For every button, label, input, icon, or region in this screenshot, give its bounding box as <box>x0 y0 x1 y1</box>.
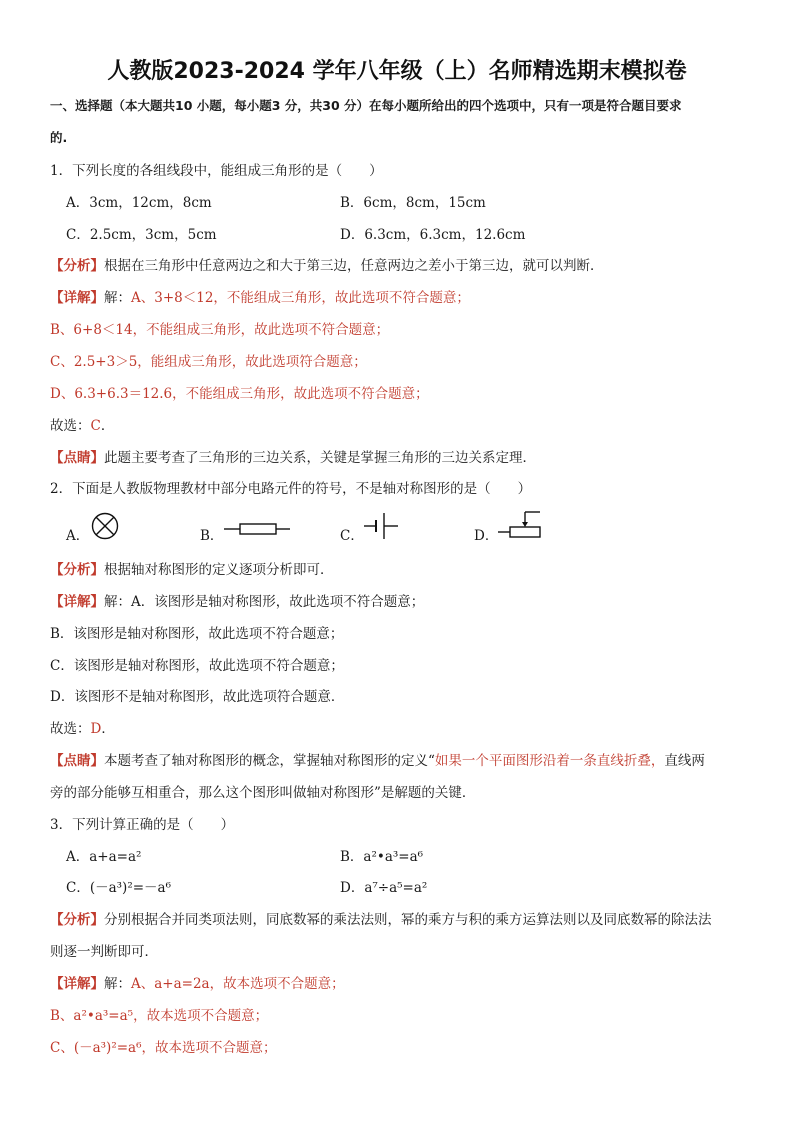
answer-value: C <box>90 418 101 434</box>
q1-stem: 1．下列长度的各组线段中，能组成三角形的是（ ） <box>50 163 383 179</box>
detail-tag: 【详解】 <box>50 976 104 992</box>
q3-detail-c: C、(－a³)²=a⁶，故本选项不合题意； <box>50 1040 277 1056</box>
detail-head: 解： <box>104 594 131 610</box>
q1-analysis <box>50 257 750 275</box>
q1-option-c: C．2.5cm，3cm，5cm <box>66 227 217 243</box>
detail-tag: 【详解】 <box>50 594 104 610</box>
comment-text: 本题考查了轴对称图形的概念，掌握轴对称图形的定义“ <box>104 753 435 769</box>
q1-option-d: D．6.3cm，6.3cm，12.6cm <box>340 227 526 243</box>
q1-detail-b: B、6+8＜14，不能组成三角形，故此选项不符合题意； <box>50 322 390 338</box>
q3-analysis-line2: 则逐一判断即可． <box>50 944 158 960</box>
q2-label-a: A． <box>66 528 90 544</box>
q2-comment-line2: 旁的部分能够互相重合，那么这个图形叫做轴对称图形”是解题的关键． <box>50 785 476 801</box>
page-title: 人教版2023-2024 学年八年级（上）名师精选期末模拟卷 <box>107 59 687 84</box>
rheostat-symbol-icon <box>498 508 546 540</box>
comment-tag: 【点睛】 <box>50 450 104 466</box>
section-heading-cont: 的. <box>50 130 68 145</box>
q3-stem: 3．下列计算正确的是（ ） <box>50 817 235 833</box>
detail-head: 解： <box>104 290 131 306</box>
q2-analysis <box>50 561 750 579</box>
q1-option-a: A．3cm，12cm，8cm <box>66 195 212 211</box>
q3-option-a: A．a+a=a² <box>66 849 142 865</box>
comment-tag: 【点睛】 <box>50 753 104 769</box>
analysis-tag: 【分析】 <box>50 258 104 274</box>
answer-end: ． <box>100 418 115 434</box>
q1-detail <box>50 289 750 307</box>
analysis-tag: 【分析】 <box>50 912 104 928</box>
detail-line: A、a+a=2a，故本选项不合题意； <box>131 976 345 992</box>
q2-label-c: C． <box>340 528 364 544</box>
q3-analysis <box>50 911 750 929</box>
analysis-text: 根据轴对称图形的定义逐项分析即可． <box>104 562 334 578</box>
analysis-tag: 【分析】 <box>50 562 104 578</box>
q2-detail-c: C．该图形是轴对称图形，故此选项不符合题意； <box>50 658 344 674</box>
q1-comment <box>50 449 750 467</box>
answer-label: 故选： <box>50 418 91 434</box>
answer-end: ． <box>101 721 115 737</box>
battery-symbol-icon <box>364 511 404 541</box>
resistor-symbol-icon <box>224 521 292 537</box>
q3-option-d: D．a⁷÷a⁵=a² <box>340 880 428 896</box>
q1-answer <box>50 417 750 435</box>
detail-head: 解： <box>104 976 131 992</box>
comment-text-cont: 直线两 <box>664 753 705 769</box>
q2-detail-b: B．该图形是轴对称图形，故此选项不符合题意； <box>50 626 344 642</box>
section-heading: 一、选择题（本大题共10 小题，每小题3 分，共30 分）在每小题所给出的四个选项中，只有一项是符合题目要求 <box>50 98 682 113</box>
q2-detail-d: D．该图形不是轴对称图形，故此选项符合题意． <box>50 689 345 705</box>
comment-text: 此题主要考查了三角形的三边关系，关键是掌握三角形的三边关系定理． <box>104 450 536 466</box>
q2-stem: 2．下面是人教版物理教材中部分电路元件的符号，不是轴对称图形的是（ ） <box>50 481 532 497</box>
q2-answer <box>50 720 750 738</box>
q1-detail-d: D、6.3+6.3＝12.6，不能组成三角形，故此选项不符合题意； <box>50 386 429 402</box>
answer-value: D <box>90 721 102 737</box>
analysis-text: 分别根据合并同类项法则，同底数幂的乘法法则，幂的乘方与积的乘方运算法则以及同底数幂的除法法 <box>104 912 712 928</box>
q2-label-d: D． <box>474 528 499 544</box>
detail-line: A、3+8＜12，不能组成三角形，故此选项不符合题意； <box>131 290 470 306</box>
q2-comment <box>50 752 750 770</box>
q1-option-b: B．6cm，8cm，15cm <box>340 195 486 211</box>
q3-option-b: B．a²•a³=a⁶ <box>340 849 424 865</box>
detail-line: A．该图形是轴对称图形，故此选项不符合题意； <box>131 594 425 610</box>
q3-detail-b: B、a²•a³=a⁵，故本选项不合题意； <box>50 1008 269 1024</box>
lamp-symbol-icon <box>90 511 120 541</box>
comment-highlight: 如果一个平面图形沿着一条直线折叠， <box>434 753 665 769</box>
analysis-text: 根据在三角形中任意两边之和大于第三边，任意两边之差小于第三边，就可以判断． <box>104 258 604 274</box>
q1-detail-c: C、2.5+3＞5，能组成三角形，故此选项符合题意； <box>50 354 367 370</box>
answer-label: 故选： <box>50 721 91 737</box>
q3-detail <box>50 975 750 993</box>
q3-option-c: C．(－a³)²=－a⁶ <box>66 880 172 896</box>
detail-tag: 【详解】 <box>50 290 104 306</box>
q2-detail <box>50 593 750 611</box>
q2-label-b: B． <box>200 528 224 544</box>
